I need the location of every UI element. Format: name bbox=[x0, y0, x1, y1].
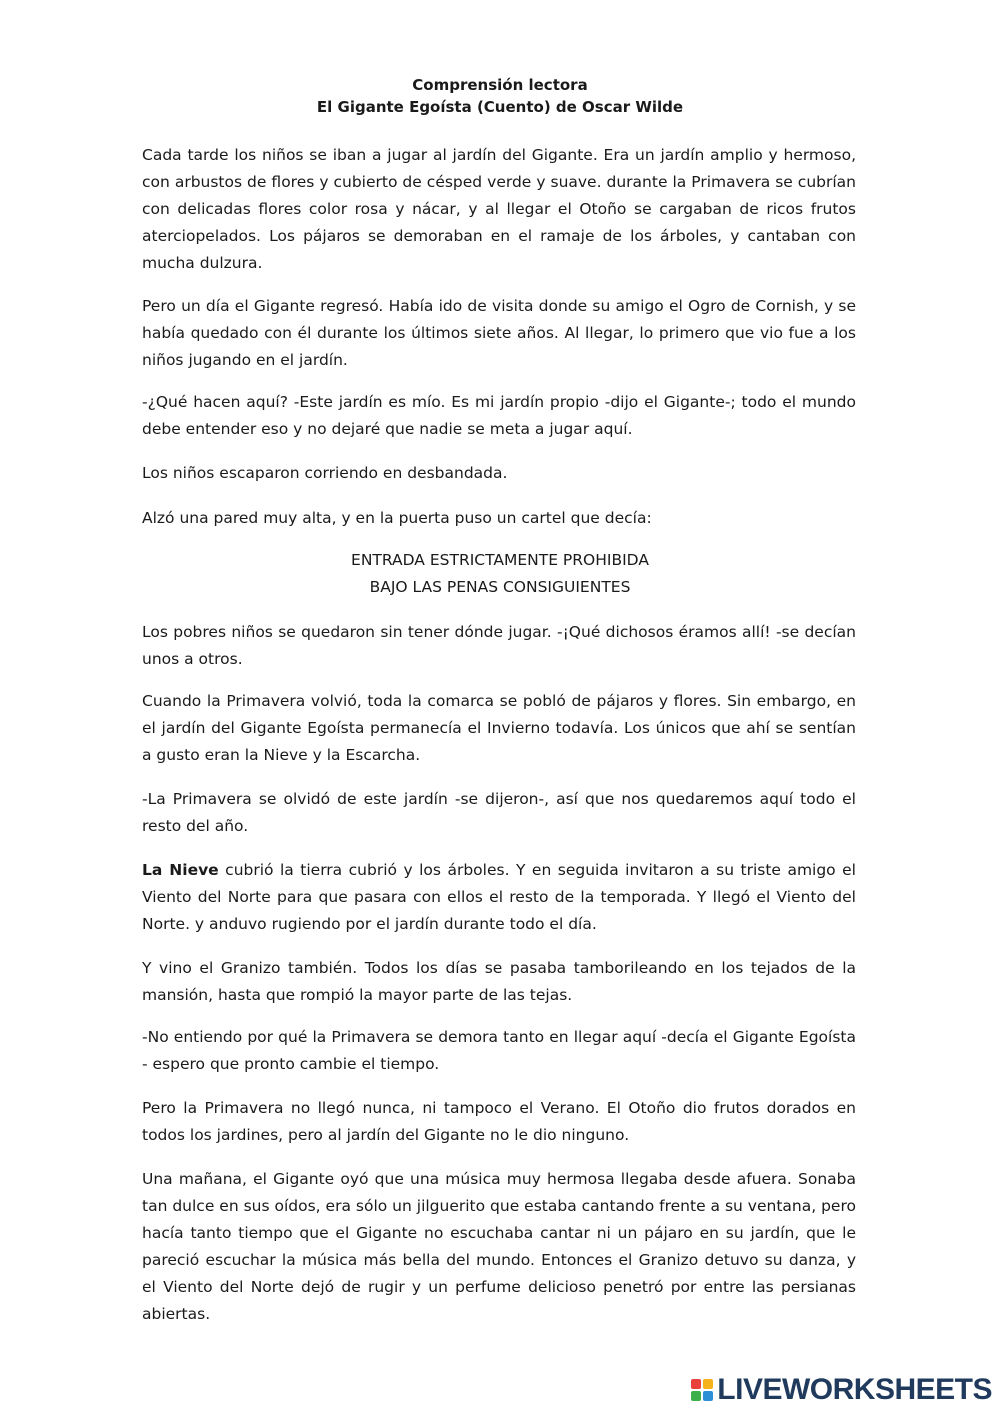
bold-phrase: La Nieve bbox=[142, 861, 219, 879]
paragraph-1: Cada tarde los niños se iban a jugar al jardín del Gigante. Era un jardín amplio y hermoso, con arbustos de flores y cubierto de césped verde y suave. durante la Primavera se cubrían con delicadas flores color rosa y nácar, y al llegar el Otoño se cargaban de ricos frutos aterciopelados. Los pájaros se demoraban en el ramaje de los árboles, y cantaban con mucha dulzura. bbox=[142, 146, 856, 272]
paragraph-8: -La Primavera se olvidó de este jardín -se dijeron-, así que nos quedaremos aquí todo el resto del año. bbox=[142, 790, 856, 835]
paragraph-11: -No entiendo por qué la Primavera se demora tanto en llegar aquí -decía el Gigante Egoísta - espero que pronto cambie el tiempo. bbox=[142, 1028, 856, 1073]
paragraph-9-text: cubrió la tierra cubrió y los árboles. Y en seguida invitaron a su triste amigo el Viento del Norte para que pasara con ellos el resto de la temporada. Y llegó el Viento del Norte. y anduvo rugiendo por el jardín durante todo el día. bbox=[142, 861, 856, 933]
paragraph-9 bbox=[142, 857, 856, 938]
logo-mark-icon bbox=[691, 1379, 713, 1401]
sign-line-2: BAJO LAS PENAS CONSIGUIENTES bbox=[369, 578, 631, 596]
logo-square-blue bbox=[703, 1391, 713, 1401]
logo-square-green bbox=[691, 1391, 701, 1401]
logo-square-red bbox=[691, 1379, 701, 1389]
paragraph-2: Pero un día el Gigante regresó. Había ido de visita donde su amigo el Ogro de Cornish, y se había quedado con él durante los últimos siete años. Al llegar, lo primero que vio fue a los niños jugando en el jardín. bbox=[142, 297, 856, 369]
logo-square-yellow bbox=[703, 1379, 713, 1389]
paragraph-5: Alzó una pared muy alta, y en la puerta puso un cartel que decía: bbox=[142, 509, 652, 527]
brand-text: LIVEWORKSHEETS bbox=[717, 1373, 992, 1406]
title-line-1: Comprensión lectora bbox=[412, 76, 588, 94]
paragraph-7: Cuando la Primavera volvió, toda la comarca se pobló de pájaros y flores. Sin embargo, en el jardín del Gigante Egoísta permanecía el Invierno todavía. Los únicos que ahí se sentían a gusto eran la Nieve y la Escarcha. bbox=[142, 692, 856, 764]
paragraph-6: Los pobres niños se quedaron sin tener dónde jugar. -¡Qué dichosos éramos allí! -se decían unos a otros. bbox=[142, 623, 856, 668]
liveworksheets-logo bbox=[691, 1373, 992, 1407]
title-line-2: El Gigante Egoísta (Cuento) de Oscar Wilde bbox=[316, 98, 684, 116]
paragraph-10: Y vino el Granizo también. Todos los días se pasaba tamborileando en los tejados de la mansión, hasta que rompió la mayor parte de las tejas. bbox=[142, 959, 856, 1004]
paragraph-12: Pero la Primavera no llegó nunca, ni tampoco el Verano. El Otoño dio frutos dorados en todos los jardines, pero al jardín del Gigante no le dio ninguno. bbox=[142, 1099, 856, 1144]
sign-line-1: ENTRADA ESTRICTAMENTE PROHIBIDA bbox=[351, 551, 649, 569]
paragraph-13: Una mañana, el Gigante oyó que una música muy hermosa llegaba desde afuera. Sonaba tan dulce en sus oídos, era sólo un jilguerito que estaba cantando frente a su ventana, pero hacía tanto tiempo que el Gigante no escuchaba cantar ni un pájaro en su jardín, que le pareció escuchar la música más bella del mundo. Entonces el Granizo detuvo su danza, y el Viento del Norte dejó de rugir y un perfume delicioso penetró por entre las persianas abiertas. bbox=[142, 1170, 856, 1323]
paragraph-3: -¿Qué hacen aquí? -Este jardín es mío. Es mi jardín propio -dijo el Gigante-; todo el mundo debe entender eso y no dejaré que nadie se meta a jugar aquí. bbox=[142, 393, 856, 438]
paragraph-4: Los niños escaparon corriendo en desbandada. bbox=[142, 464, 508, 482]
